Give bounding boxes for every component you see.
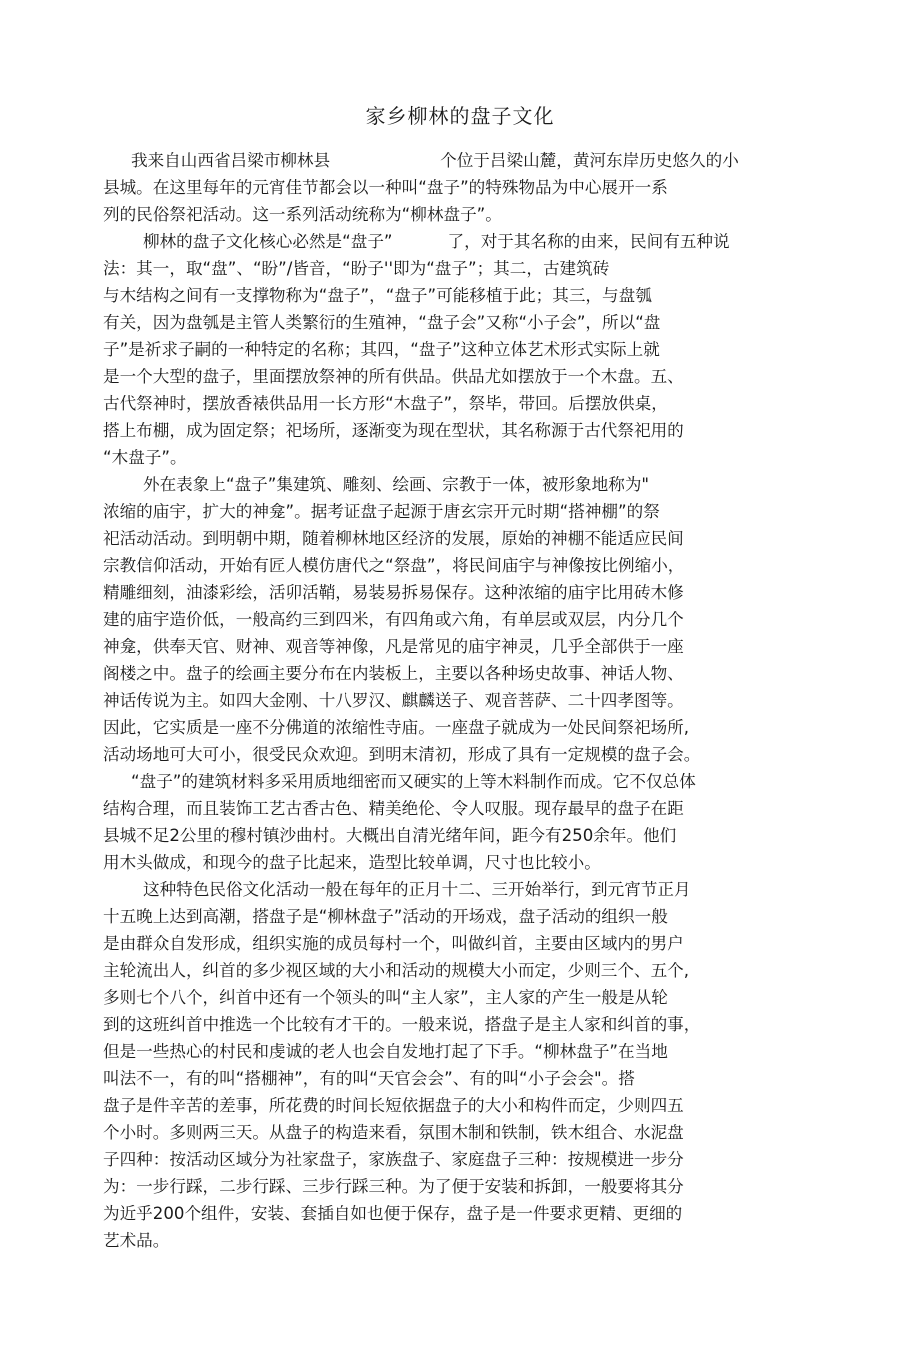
text-line-segment: 精雕细刻，油漆彩绘，活卯活鞘，易装易拆易保存。这种浓缩的庙宇比用砖木修 (103, 583, 684, 602)
text-line (103, 633, 823, 660)
text-line-segment: 了，对于其名称的由来，民间有五种说 (447, 232, 730, 251)
text-line (103, 525, 823, 552)
text-line-segment: 建的庙宇造价低，一般高约三到四米，有四角或六角，有单层或双层，内分几个 (103, 610, 684, 629)
text-line-segment: 列的民俗祭祀活动。这一系列活动统称为“柳林盘子”。 (103, 205, 502, 224)
text-line-segment: 为：一步行踩，二步行踩、三步行踩三种。为了便于安装和拆卸，一般要将其分 (103, 1177, 684, 1196)
text-line (103, 309, 823, 336)
text-line (103, 957, 823, 984)
text-line-segment: 多则七个八个，纠首中还有一个领头的叫“主人家”，主人家的产生一般是从轮 (103, 988, 668, 1007)
text-line (103, 768, 823, 795)
text-line (103, 795, 823, 822)
text-line-segment: 子四种：按活动区域分为社家盘子，家族盘子、家庭盘子三种：按规模进一步分 (103, 1150, 684, 1169)
text-line-segment: “木盘子”。 (103, 448, 187, 467)
text-line (103, 471, 823, 498)
text-line (103, 1146, 823, 1173)
text-line (103, 1092, 823, 1119)
text-line-segment: 古代祭神时，摆放香裱供品用一长方形“木盘子”，祭毕，带回。后摆放供桌， (103, 394, 668, 413)
text-line (103, 390, 823, 417)
text-line-segment: 神话传说为主。如四大金刚、十八罗汉、麒麟送子、观音菩萨、二十四孝图等。 (103, 691, 684, 710)
text-line-segment: 浓缩的庙宇，扩大的神龛”。据考证盘子起源于唐玄宗开元时期“搭神棚”的祭 (103, 502, 660, 521)
text-line (103, 282, 823, 309)
text-line (103, 147, 823, 174)
text-line (103, 741, 823, 768)
text-line (103, 1227, 823, 1254)
text-line (103, 255, 823, 282)
text-line (103, 417, 823, 444)
text-line-segment: 与木结构之间有一支撑物称为“盘子”，“盘子”可能移植于此；其三，与盘瓠 (103, 286, 652, 305)
text-line-segment: 是一个大型的盘子，里面摆放祭神的所有供品。供品尤如摆放于一个木盘。五、 (103, 367, 684, 386)
text-line-segment: 有关，因为盘瓠是主管人类繁衍的生殖神，“盘子会”又称“小子会”，所以“盘 (103, 313, 661, 332)
text-line-segment: 县城。在这里每年的元宵佳节都会以一种叫“盘子”的特殊物品为中心展开一系 (103, 178, 668, 197)
text-line-segment: 用木头做成，和现今的盘子比起来，造型比较单调，尺寸也比较小。 (103, 853, 601, 872)
text-line (103, 228, 823, 255)
text-line-segment: 县城不足2公里的穆村镇沙曲村。大概出自清光绪年间，距今有250余年。他们 (103, 826, 677, 845)
text-line-segment: 因此，它实质是一座不分佛道的浓缩性寺庙。一座盘子就成为一处民间祭祀场所, (103, 718, 690, 737)
text-line-segment: 柳林的盘子文化核心必然是“盘子” (143, 232, 393, 251)
text-line (103, 1119, 823, 1146)
text-line (103, 498, 823, 525)
text-line-segment: 搭上布棚，成为固定祭；祀场所，逐渐变为现在型状，其名称源于古代祭祀用的 (103, 421, 684, 440)
text-line-segment: 十五晚上达到高潮，搭盘子是“柳林盘子”活动的开场戏，盘子活动的组织一般 (103, 907, 668, 926)
text-line-segment: 神龛，供奉天官、财神、观音等神像，凡是常见的庙宇神灵，几乎全部供于一座 (103, 637, 684, 656)
text-line-segment: 结构合理，而且装饰工艺古香古色、精美绝伦、令人叹服。现存最早的盘子在距 (103, 799, 684, 818)
text-line-segment: 但是一些热心的村民和虔诚的老人也会自发地打起了下手。“柳林盘子”在当地 (103, 1042, 668, 1061)
text-line-segment: “盘子”的建筑材料多采用质地细密而又硬实的上等木料制作而成。它不仅总体 (131, 772, 696, 791)
text-line (103, 849, 823, 876)
text-line (103, 660, 823, 687)
text-line-segment: 这种特色民俗文化活动一般在每年的正月十二、三开始举行，到元宵节正月 (143, 880, 691, 899)
text-line (103, 1038, 823, 1065)
text-line (103, 930, 823, 957)
text-line-segment: 法：其一，取“盘”、“盼”/皆音，“盼子''即为“盘子”；其二，古建筑砖 (103, 259, 610, 278)
text-line-segment: 为近乎200个组件，安装、套插自如也便于保存，盘子是一件要求更精、更细的 (103, 1204, 683, 1223)
text-line (103, 1200, 823, 1227)
text-line (103, 201, 823, 228)
text-line-segment: 盘子是件辛苦的差事，所花费的时间长短依据盘子的大小和构件而定，少则四五 (103, 1096, 684, 1115)
text-line-segment: 宗教信仰活动，开始有匠人模仿唐代之“祭盘”，将民间庙宇与神像按比例缩小， (103, 556, 685, 575)
text-line (103, 606, 823, 633)
text-line-segment: 活动场地可大可小，很受民众欢迎。到明末清初，形成了具有一定规模的盘子会。 (103, 745, 701, 764)
text-line-segment: 艺术品。 (103, 1231, 170, 1250)
text-line-segment: 外在表象上“盘子”集建筑、雕刻、绘画、宗教于一体，被形象地称为" (143, 475, 650, 494)
text-line-segment: 我来自山西省吕梁市柳林县 (131, 151, 331, 170)
text-line-segment: 个位于吕梁山麓，黄河东岸历史悠久的小 (440, 151, 739, 170)
text-line (103, 903, 823, 930)
text-line (103, 876, 823, 903)
text-line (103, 1173, 823, 1200)
text-line (103, 579, 823, 606)
text-line-segment: 叫法不一，有的叫“搭棚神”，有的叫“天官会会”、有的叫“小子会会"。搭 (103, 1069, 635, 1088)
text-line (103, 984, 823, 1011)
text-line-segment: 到的这班纠首中推选一个比较有才干的。一般来说，搭盘子是主人家和纠首的事， (103, 1015, 701, 1034)
text-line (103, 174, 823, 201)
text-line (103, 822, 823, 849)
text-line-segment: 阁楼之中。盘子的绘画主要分布在内装板上，主要以各种场史故事、神话人物、 (103, 664, 684, 683)
text-line (103, 1065, 823, 1092)
text-line-segment: 个小时。多则两三天。从盘子的构造来看，氛围木制和铁制，铁木组合、水泥盘 (103, 1123, 684, 1142)
text-line (103, 444, 823, 471)
text-line (103, 336, 823, 363)
text-line (103, 687, 823, 714)
document-body (103, 147, 823, 1254)
text-line-segment: 祀活动活动。到明朝中期，随着柳林地区经济的发展，原始的神棚不能适应民间 (103, 529, 684, 548)
text-line (103, 552, 823, 579)
document-title: 家乡柳林的盘子文化 (365, 104, 555, 128)
text-line (103, 714, 823, 741)
text-line (103, 1011, 823, 1038)
text-line (103, 363, 823, 390)
text-line-segment: 子”是祈求子嗣的一种特定的名称；其四，“盘子”这种立体艺术形式实际上就 (103, 340, 660, 359)
text-line-segment: 是由群众自发形成，组织实施的成员每村一个，叫做纠首，主要由区域内的男户 (103, 934, 684, 953)
text-line-segment: 主轮流出人，纠首的多少视区域的大小和活动的规模大小而定，少则三个、五个, (103, 961, 690, 980)
